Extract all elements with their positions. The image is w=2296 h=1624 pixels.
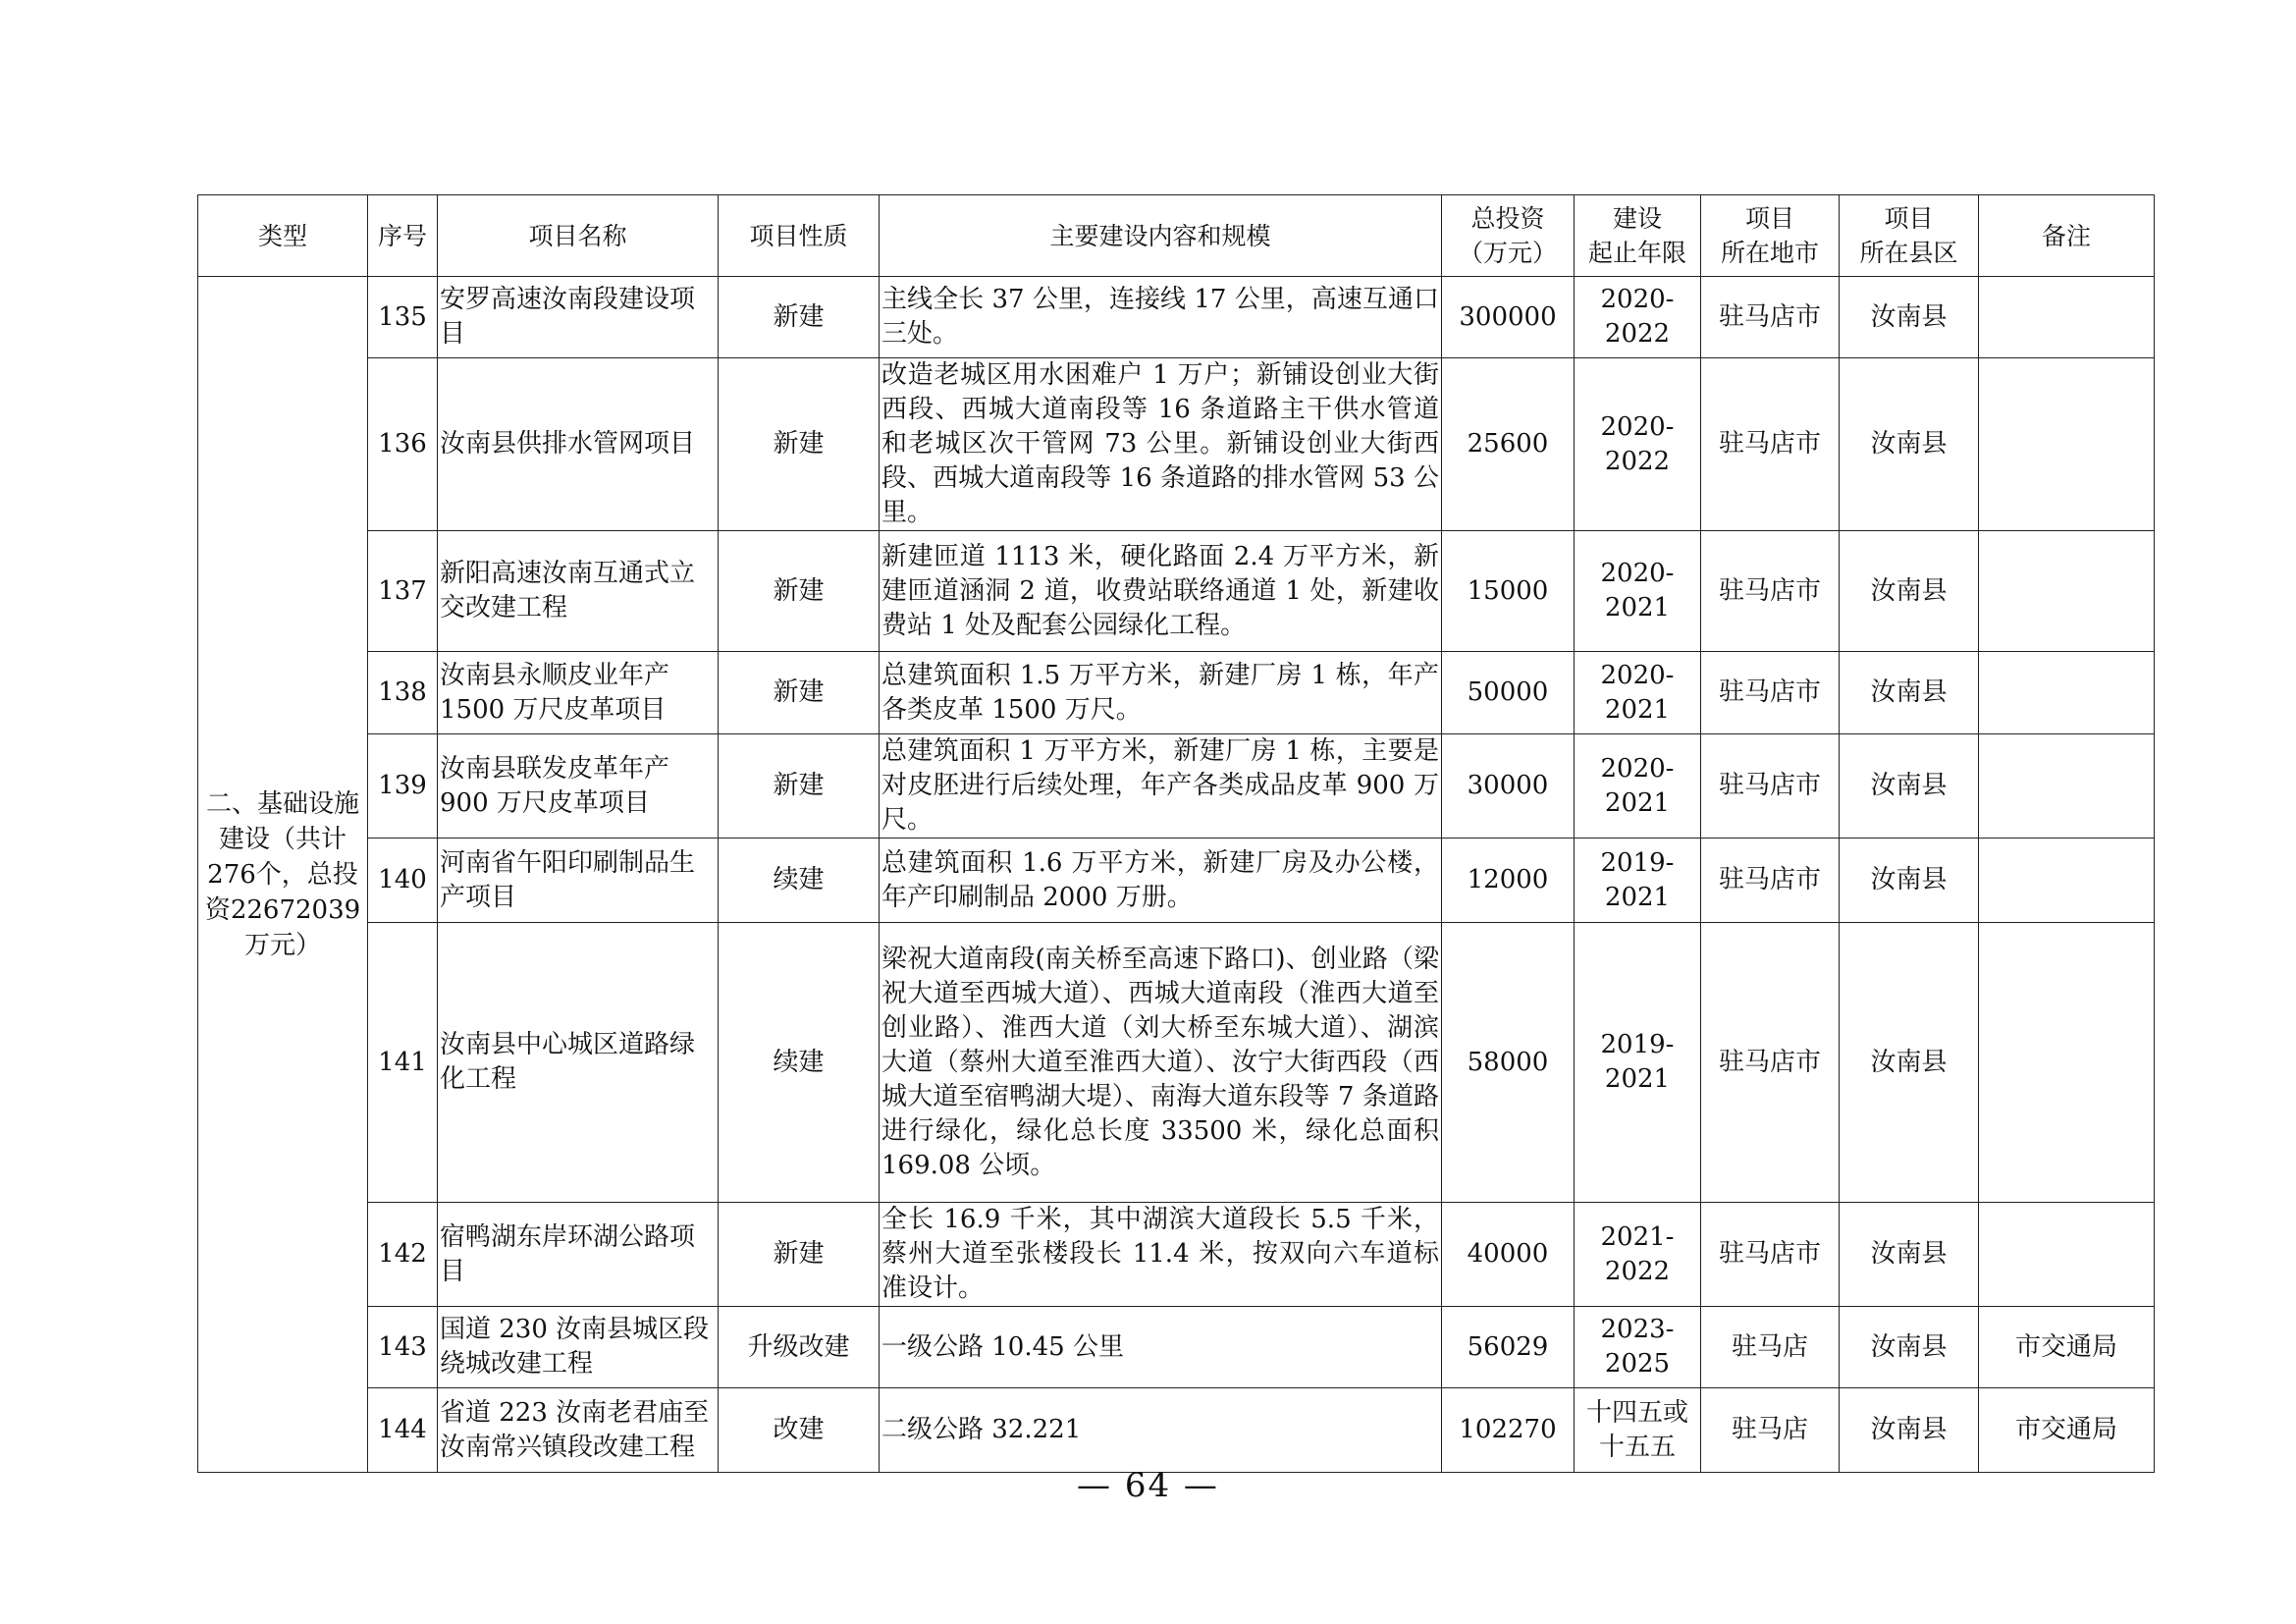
investment-cell: 300000	[1442, 277, 1575, 358]
nature-cell: 续建	[719, 923, 880, 1203]
county-cell: 汝南县	[1840, 1203, 1979, 1307]
project-name-cell: 国道 230 汝南县城区段绕城改建工程	[438, 1307, 719, 1388]
project-table	[197, 194, 2155, 1473]
city-cell: 驻马店市	[1701, 531, 1840, 652]
content-cell: 主线全长 37 公里，连接线 17 公里，高速互通口三处。	[880, 277, 1442, 358]
county-cell: 汝南县	[1840, 277, 1979, 358]
period-cell: 2021-2022	[1575, 1203, 1701, 1307]
remark-cell	[1979, 1203, 2155, 1307]
content-cell: 改造老城区用水困难户 1 万户；新铺设创业大街西段、西城大道南段等 16 条道路主干供水管道和老城区次干管网 73 公里。新铺设创业大街西段、西城大道南段等 16 条道路的排水管网 53 公里。	[880, 358, 1442, 531]
content-cell: 新建匝道 1113 米，硬化路面 2.4 万平方米，新建匝道涵洞 2 道，收费站联络通道 1 处，新建收费站 1 处及配套公园绿化工程。	[880, 531, 1442, 652]
investment-cell: 56029	[1442, 1307, 1575, 1388]
table-row	[198, 1388, 2155, 1473]
table-row	[198, 652, 2155, 734]
remark-cell	[1979, 277, 2155, 358]
investment-cell: 50000	[1442, 652, 1575, 734]
investment-cell: 15000	[1442, 531, 1575, 652]
remark-cell	[1979, 531, 2155, 652]
investment-cell: 12000	[1442, 839, 1575, 923]
header-investment: 总投资 （万元）	[1442, 195, 1575, 277]
content-cell: 一级公路 10.45 公里	[880, 1307, 1442, 1388]
city-cell: 驻马店	[1701, 1388, 1840, 1473]
seq-cell: 137	[368, 531, 438, 652]
table-row	[198, 531, 2155, 652]
nature-cell: 新建	[719, 531, 880, 652]
project-name-cell: 汝南县联发皮革年产 900 万尺皮革项目	[438, 734, 719, 839]
seq-cell: 143	[368, 1307, 438, 1388]
county-cell: 汝南县	[1840, 652, 1979, 734]
project-name-cell: 河南省午阳印刷制品生产项目	[438, 839, 719, 923]
city-cell: 驻马店	[1701, 1307, 1840, 1388]
remark-cell	[1979, 734, 2155, 839]
city-cell: 驻马店市	[1701, 358, 1840, 531]
header-nature: 项目性质	[719, 195, 880, 277]
seq-cell: 142	[368, 1203, 438, 1307]
seq-cell: 139	[368, 734, 438, 839]
remark-cell	[1979, 923, 2155, 1203]
nature-cell: 新建	[719, 652, 880, 734]
content-cell: 总建筑面积 1 万平方米，新建厂房 1 栋，主要是对皮胚进行后续处理，年产各类成品皮革 900 万尺。	[880, 734, 1442, 839]
period-cell: 2020-2021	[1575, 734, 1701, 839]
city-cell: 驻马店市	[1701, 734, 1840, 839]
page-number: — 64 —	[1077, 1466, 1219, 1505]
county-cell: 汝南县	[1840, 1388, 1979, 1473]
table-row	[198, 277, 2155, 358]
project-name-cell: 汝南县永顺皮业年产 1500 万尺皮革项目	[438, 652, 719, 734]
content-cell: 总建筑面积 1.5 万平方米，新建厂房 1 栋，年产各类皮革 1500 万尺。	[880, 652, 1442, 734]
county-cell: 汝南县	[1840, 923, 1979, 1203]
header-type: 类型	[198, 195, 368, 277]
seq-cell: 140	[368, 839, 438, 923]
header-content: 主要建设内容和规模	[880, 195, 1442, 277]
content-cell: 二级公路 32.221	[880, 1388, 1442, 1473]
category-cell: 二、基础设施建设（共计276个，总投资22672039万元）	[198, 277, 368, 1473]
content-cell: 梁祝大道南段(南关桥至高速下路口)、创业路（梁祝大道至西城大道）、西城大道南段（淮西大道至创业路）、淮西大道（刘大桥至东城大道）、湖滨大道（蔡州大道至淮西大道）、汝宁大街西段（西城大道至宿鸭湖大堤）、南海大道东段等 7 条道路进行绿化，绿化总长度 33500 米，绿化总面积 169.08 公顷。	[880, 923, 1442, 1203]
city-cell: 驻马店市	[1701, 839, 1840, 923]
seq-cell: 141	[368, 923, 438, 1203]
investment-cell: 25600	[1442, 358, 1575, 531]
investment-cell: 30000	[1442, 734, 1575, 839]
nature-cell: 新建	[719, 1203, 880, 1307]
project-name-cell: 宿鸭湖东岸环湖公路项目	[438, 1203, 719, 1307]
investment-cell: 40000	[1442, 1203, 1575, 1307]
period-cell: 十四五或十五五	[1575, 1388, 1701, 1473]
nature-cell: 升级改建	[719, 1307, 880, 1388]
county-cell: 汝南县	[1840, 1307, 1979, 1388]
header-county: 项目 所在县区	[1840, 195, 1979, 277]
county-cell: 汝南县	[1840, 734, 1979, 839]
county-cell: 汝南县	[1840, 358, 1979, 531]
table-row	[198, 734, 2155, 839]
investment-cell: 102270	[1442, 1388, 1575, 1473]
content-cell: 全长 16.9 千米，其中湖滨大道段长 5.5 千米，蔡州大道至张楼段长 11.4 米，按双向六车道标准设计。	[880, 1203, 1442, 1307]
seq-cell: 135	[368, 277, 438, 358]
table-row	[198, 1203, 2155, 1307]
project-name-cell: 省道 223 汝南老君庙至汝南常兴镇段改建工程	[438, 1388, 719, 1473]
period-cell: 2020-2021	[1575, 652, 1701, 734]
header-remark: 备注	[1979, 195, 2155, 277]
project-name-cell: 汝南县供排水管网项目	[438, 358, 719, 531]
table-row	[198, 923, 2155, 1203]
header-period: 建设 起止年限	[1575, 195, 1701, 277]
nature-cell: 新建	[719, 277, 880, 358]
nature-cell: 续建	[719, 839, 880, 923]
county-cell: 汝南县	[1840, 839, 1979, 923]
header-name: 项目名称	[438, 195, 719, 277]
county-cell: 汝南县	[1840, 531, 1979, 652]
period-cell: 2020-2021	[1575, 531, 1701, 652]
table-row	[198, 1307, 2155, 1388]
city-cell: 驻马店市	[1701, 652, 1840, 734]
content-cell: 总建筑面积 1.6 万平方米，新建厂房及办公楼，年产印刷制品 2000 万册。	[880, 839, 1442, 923]
investment-cell: 58000	[1442, 923, 1575, 1203]
period-cell: 2019-2021	[1575, 839, 1701, 923]
period-cell: 2020-2022	[1575, 358, 1701, 531]
period-cell: 2020-2022	[1575, 277, 1701, 358]
project-name-cell: 汝南县中心城区道路绿化工程	[438, 923, 719, 1203]
city-cell: 驻马店市	[1701, 923, 1840, 1203]
period-cell: 2023-2025	[1575, 1307, 1701, 1388]
seq-cell: 138	[368, 652, 438, 734]
table-row	[198, 839, 2155, 923]
table-row	[198, 358, 2155, 531]
header-row	[198, 195, 2155, 277]
remark-cell: 市交通局	[1979, 1307, 2155, 1388]
remark-cell	[1979, 839, 2155, 923]
header-seq: 序号	[368, 195, 438, 277]
project-name-cell: 新阳高速汝南互通式立交改建工程	[438, 531, 719, 652]
header-city: 项目 所在地市	[1701, 195, 1840, 277]
remark-cell: 市交通局	[1979, 1388, 2155, 1473]
nature-cell: 改建	[719, 1388, 880, 1473]
nature-cell: 新建	[719, 734, 880, 839]
city-cell: 驻马店市	[1701, 1203, 1840, 1307]
seq-cell: 136	[368, 358, 438, 531]
seq-cell: 144	[368, 1388, 438, 1473]
project-name-cell: 安罗高速汝南段建设项目	[438, 277, 719, 358]
remark-cell	[1979, 652, 2155, 734]
nature-cell: 新建	[719, 358, 880, 531]
city-cell: 驻马店市	[1701, 277, 1840, 358]
period-cell: 2019-2021	[1575, 923, 1701, 1203]
remark-cell	[1979, 358, 2155, 531]
